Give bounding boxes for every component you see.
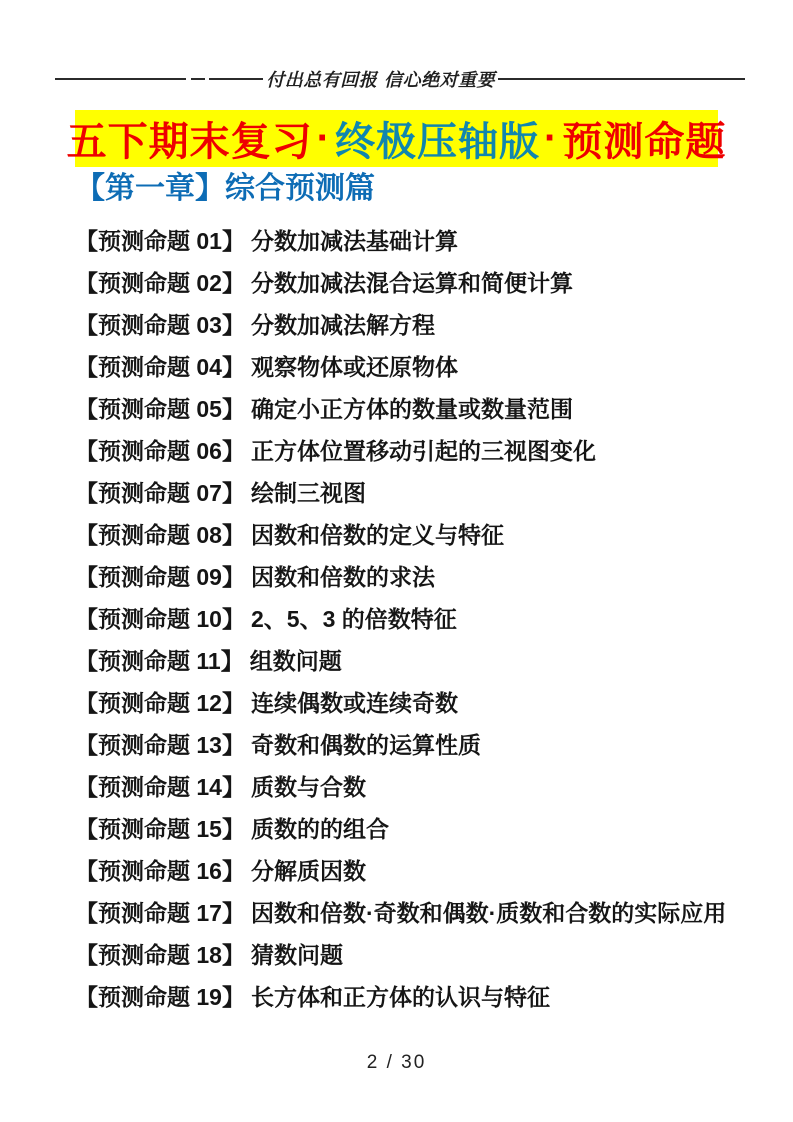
banner-segment-middle: 终极压轴版 (335, 120, 540, 164)
header-motto: 付出总有回报 信心绝对重要 (266, 70, 495, 91)
list-item (75, 806, 773, 848)
item-title: 猜数问题 (250, 941, 343, 968)
list-item (75, 932, 773, 974)
item-title: 奇数和偶数的运算性质 (250, 731, 481, 758)
item-title: 长方体和正方体的认识与特征 (250, 983, 550, 1010)
rule-dash (191, 78, 205, 80)
item-title: 因数和倍数的定义与特征 (250, 521, 504, 548)
banner-dot-1: · (316, 116, 331, 160)
list-item (75, 848, 773, 890)
item-title: 分数加减法混合运算和简便计算 (250, 269, 573, 296)
title-banner (66, 110, 727, 167)
list-item (75, 890, 773, 932)
item-prefix: 【预测命题 13】 (75, 731, 245, 758)
item-title: 因数和倍数的求法 (250, 563, 435, 590)
item-prefix: 【预测命题 02】 (75, 269, 245, 296)
rule-line-left (55, 78, 186, 80)
item-prefix: 【预测命题 18】 (75, 941, 245, 968)
item-title: 质数与合数 (250, 773, 366, 800)
item-title: 组数问题 (249, 647, 342, 674)
rule-line-inner (209, 78, 263, 80)
item-prefix: 【预测命题 07】 (75, 479, 245, 506)
item-prefix: 【预测命题 15】 (75, 815, 245, 842)
item-prefix: 【预测命题 03】 (75, 311, 245, 338)
banner-segment-left: 五下期末复习 (66, 120, 313, 164)
list-item (75, 512, 773, 554)
item-prefix: 【预测命题 19】 (75, 983, 245, 1010)
item-prefix: 【预测命题 04】 (75, 353, 245, 380)
item-title: 连续偶数或连续奇数 (250, 689, 458, 716)
list-item (75, 302, 773, 344)
banner-segment-right: 预测命题 (562, 120, 727, 164)
item-prefix: 【预测命题 05】 (75, 395, 245, 422)
item-title: 2、5、3 的倍数特征 (250, 605, 457, 632)
list-item (75, 974, 773, 1016)
prediction-list (75, 218, 773, 1016)
list-item (75, 638, 773, 680)
item-title: 观察物体或还原物体 (250, 353, 458, 380)
list-item (75, 428, 773, 470)
item-title: 确定小正方体的数量或数量范围 (250, 395, 573, 422)
banner-dot-2: · (544, 116, 559, 160)
list-item (75, 764, 773, 806)
header-motto-rule (55, 64, 745, 94)
item-prefix: 【预测命题 17】 (75, 899, 245, 926)
item-prefix: 【预测命题 08】 (75, 521, 245, 548)
page-number: 2 / 30 (366, 1052, 427, 1073)
item-prefix: 【预测命题 01】 (75, 227, 245, 254)
chapter-heading: 【第一章】综合预测篇 (75, 172, 375, 205)
list-item (75, 470, 773, 512)
item-prefix: 【预测命题 12】 (75, 689, 245, 716)
list-item (75, 596, 773, 638)
item-prefix: 【预测命题 16】 (75, 857, 245, 884)
item-prefix: 【预测命题 11】 (75, 647, 244, 674)
list-item (75, 722, 773, 764)
item-title: 分数加减法基础计算 (250, 227, 458, 254)
list-item (75, 260, 773, 302)
item-title: 正方体位置移动引起的三视图变化 (250, 437, 596, 464)
list-item (75, 554, 773, 596)
item-prefix: 【预测命题 09】 (75, 563, 245, 590)
item-prefix: 【预测命题 06】 (75, 437, 245, 464)
list-item (75, 218, 773, 260)
list-item (75, 680, 773, 722)
item-prefix: 【预测命题 14】 (75, 773, 245, 800)
item-title: 绘制三视图 (250, 479, 366, 506)
item-title: 分解质因数 (250, 857, 366, 884)
item-title: 因数和倍数·奇数和偶数·质数和合数的实际应用 (250, 899, 727, 926)
rule-line-right (498, 78, 745, 80)
item-title: 质数的的组合 (250, 815, 389, 842)
item-title: 分数加减法解方程 (250, 311, 435, 338)
item-prefix: 【预测命题 10】 (75, 605, 245, 632)
list-item (75, 386, 773, 428)
list-item (75, 344, 773, 386)
